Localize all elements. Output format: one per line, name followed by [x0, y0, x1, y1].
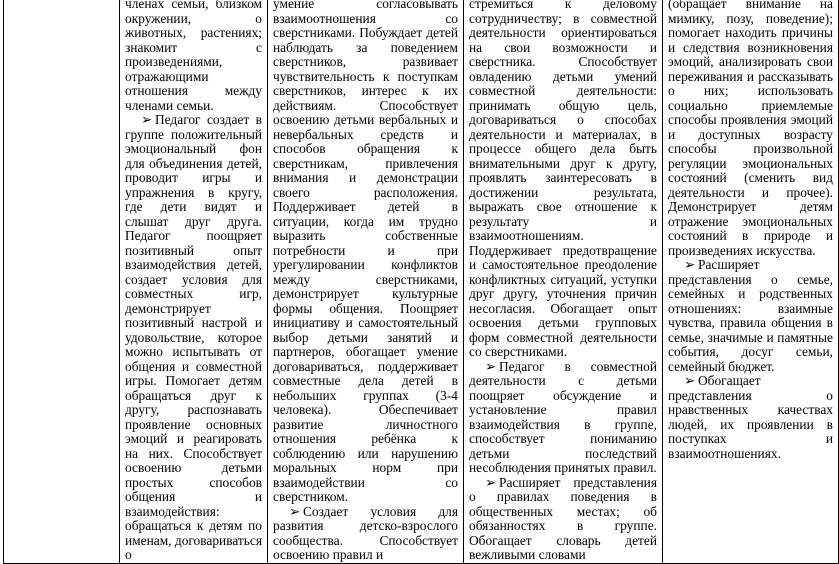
- bullet-paragraph: [668, 258, 833, 374]
- arrow-bullet-icon: ➢: [485, 358, 497, 374]
- paragraph: [125, 0, 262, 113]
- bullet-paragraph: [125, 113, 262, 563]
- table-cell-column-3: [464, 0, 663, 563]
- paragraph-text: Педагог создает в группе положительный эмоциональный фон для объединения детей, проводит игры и упражнения в кругу, где дети видят и слышат друг друга. Педагог поощряет позитивный опыт взаимодействия детей, создает условия для совместных игр, демонстрирует позитивный настрой и удовольствие, которое можно испытывать от общения и совместной игры. Помогает детям обращаться друг к другу, распознавать проявление основных эмоций и реагировать на них. Способствует освоению детьми простых способов общения и взаимодействия: обращаться к детям по именам, договариваться о: [125, 112, 262, 562]
- table-cell-column-4: [663, 0, 839, 563]
- paragraph-text: Педагог в совместной деятельности с детьми поощряет обсуждение и установление правил взаимодействия в группе, способствует пониманию детьми последствий несоблюдения принятых правил.: [469, 358, 657, 475]
- paragraph-text: Создает условия для развития детско-взрослого сообщества. Способствует освоению правил и: [273, 503, 458, 562]
- paragraph-text: Обогащает представления о нравственных качествах людей, их проявлении в поступках и взаимоотношениях.: [668, 373, 833, 461]
- paragraph-text: умение согласовывать взаимоотношения со сверстниками. Побуждает детей наблюдать за поведением сверстников, развивает чувствительность к поступкам сверстников, интерес к их действиям. Способствует освоению детьми вербальных и невербальных средств и способов обращения к сверстникам, привлечения внимания и демонстрации своего расположения. Поддерживает детей в ситуации, когда им трудно выразить собственные потребности и при урегулировании конфликтов между сверстниками, демонстрирует культурные формы общения. Поощряет инициативу и самостоятельный выбор детьми занятий и партнеров, обогащает умение договариваться, поддерживает совместные дела детей в небольших группах (3-4 человека). Обеспечивает развитие личностного отношения ребёнка к соблюдению или нарушению моральных норм при взаимодействии со сверстником.: [273, 0, 458, 504]
- arrow-bullet-icon: ➢: [289, 503, 301, 519]
- bullet-paragraph: [469, 476, 657, 563]
- table-cell-column-1: [120, 0, 268, 563]
- arrow-bullet-icon: ➢: [485, 474, 497, 490]
- paragraph: [668, 0, 833, 258]
- table-cell-column-2: [268, 0, 464, 563]
- bullet-paragraph: [273, 505, 458, 563]
- arrow-bullet-icon: ➢: [684, 373, 696, 388]
- content-table: [3, 0, 839, 564]
- paragraph-text: (обращает внимание на мимику, позу, поведение); помогает находить причины и следствия возникновения эмоций, анализировать свои переживания и рассказывать о них; использовать социально приемлемые способы проявления эмоций и доступных возрасту способы произвольной регуляции эмоциональных состояний (сменить вид деятельности и прочее). Демонстрирует детям отражение эмоциональных состояний в природе и произведениях искусства.: [668, 0, 833, 258]
- table-row: [4, 0, 839, 563]
- arrow-bullet-icon: ➢: [684, 257, 696, 272]
- arrow-bullet-icon: ➢: [141, 112, 153, 127]
- paragraph: [469, 0, 657, 360]
- bullet-paragraph: [668, 374, 833, 461]
- paragraph-text: стремиться к деловому сотрудничеству; в совместной деятельности ориентироваться на свои возможности и сверстника. Способствует овладению детьми умений совместной деятельности: принимать общую цель, договариваться о способах деятельности и материалах, в процессе общего дела быть внимательными друг к другу, проявлять заинтересовать в достижении результата, выражать свое отношение к результату и взаимоотношениям. Поддерживает предотвращение и самостоятельное преодоление конфликтных ситуаций, уступки друг другу, уточнения причин несогласия. Обогащает опыт освоения детьми групповых форм совместной деятельности со сверстниками.: [469, 0, 657, 359]
- paragraph-text: Расширяет представления о правилах поведения в общественных местах; об обязанностях в группе. Обогащает словарь детей вежливыми словами: [469, 474, 657, 562]
- table-cell-blank: [4, 0, 120, 563]
- paragraph: [273, 0, 458, 505]
- paragraph-text: членах семьи, близком окружении, о животных, растениях; знакомит с произведениями, отражающими отношения между членами семьи.: [125, 0, 262, 113]
- bullet-paragraph: [469, 360, 657, 476]
- paragraph-text: Расширяет представления о семье, семейных и родственных отношениях: взаимные чувства, правила общения в семье, значимые и памятные события, досуг семьи, семейный бюджет.: [668, 257, 833, 374]
